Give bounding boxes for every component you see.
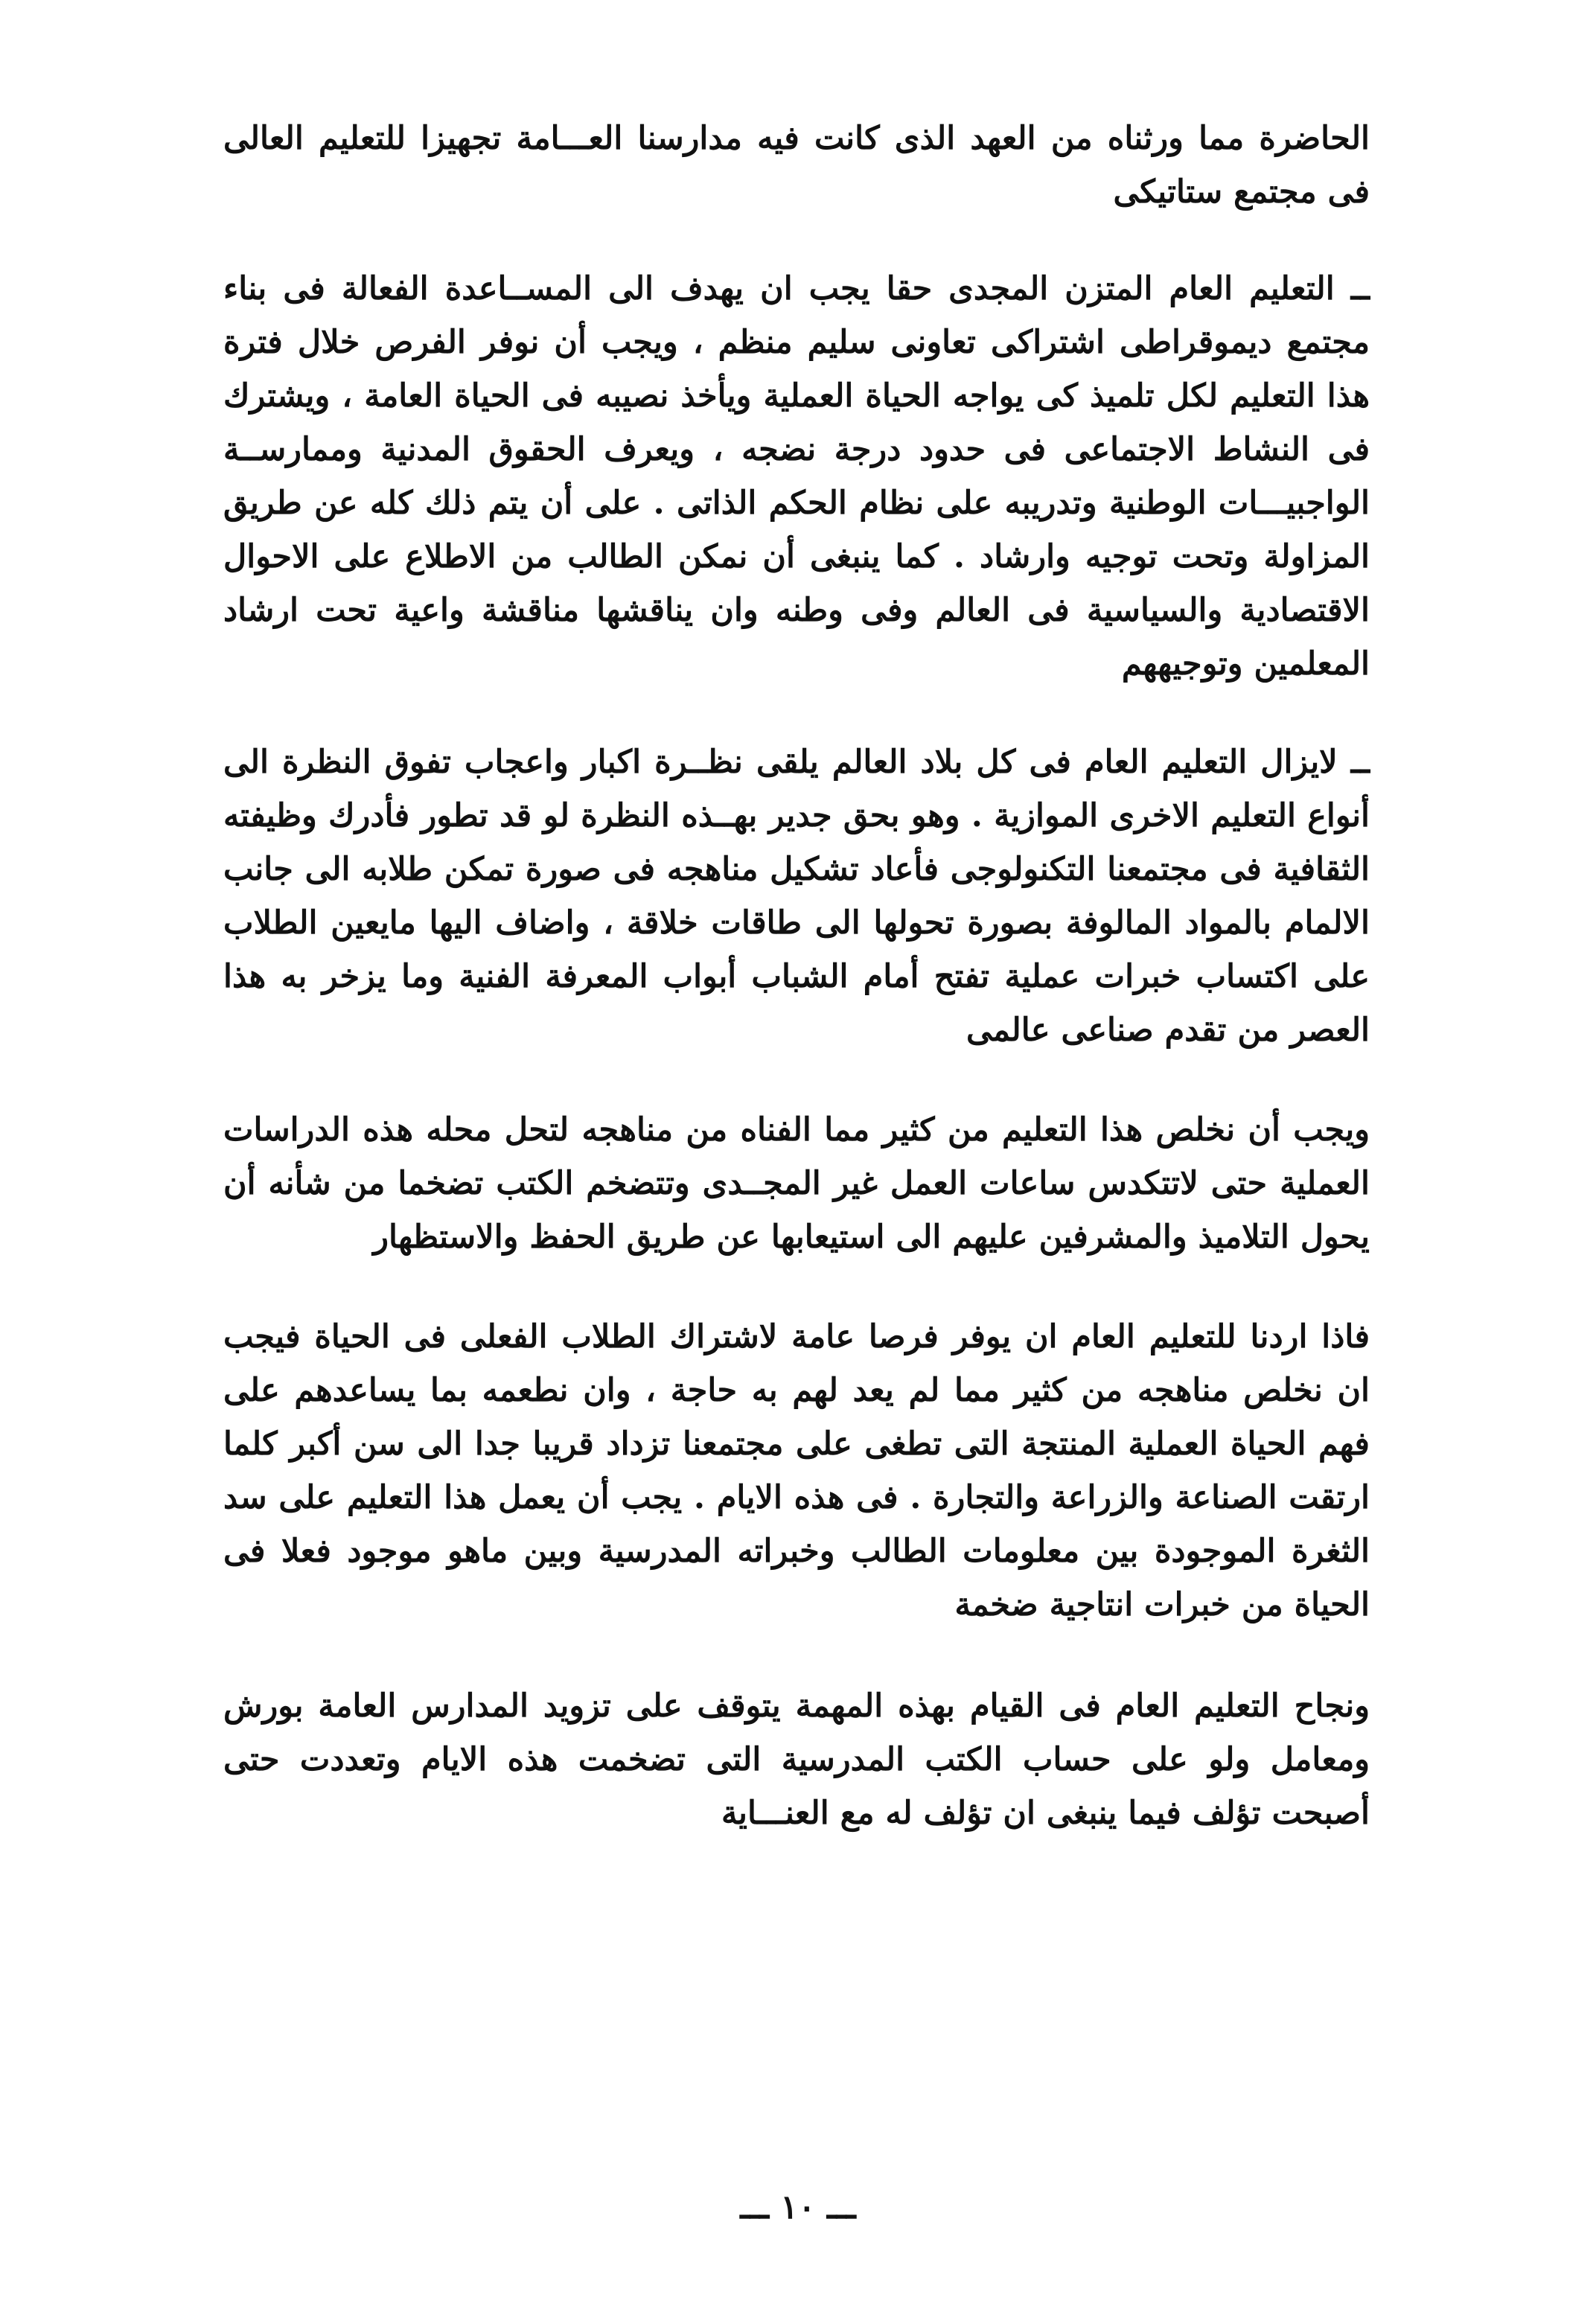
paragraph-4: ويجب أن نخلص هذا التعليم من كثير مما الفناه من مناهجه لتحل محله هذه الدراسات العملية حتى لاتتكدس ساعات العمل غير المجــدى وتتضخم الكتب تضخما من شأنه أن يحول التلاميذ والمشرفين عليهم الى استيعابها عن طريق الحفظ والاستظهار bbox=[223, 1111, 1370, 1256]
paragraph-2: ــ التعليم العام المتزن المجدى حقا يجب ان يهدف الى المســاعدة الفعالة فى بناء مجتمع ديموقراطى اشتراكى تعاونى سليم منظم ، ويجب أن نوفر الفرص خلال فترة هذا التعليم لكل تلميذ كى يواجه الحياة العملية ويأخذ نصيبه فى الحياة العامة ، ويشترك فى النشاط الاجتماعى فى حدود درجة نضجه ، ويعرف الحقوق المدنية وممارســة الواجبيـــات الوطنية وتدريبه على نظام الحكم الذاتى . على أن يتم ذلك كله عن طريق المزاولة وتحت توجيه وارشاد . كما ينبغى أن نمكن الطالب من الاطلاع على الاحوال الاقتصادية والسياسية فى العالم وفى وطنه وان يناقشها مناقشة واعية تحت ارشاد المعلمين وتوجيههم bbox=[223, 270, 1370, 683]
page-number: ـــ ١٠ ـــ bbox=[740, 2188, 856, 2226]
paragraph-1: الحاضرة مما ورثناه من العهد الذى كانت فيه مدارسنا العـــامة تجهيزا للتعليم العالى فى مجتمع ستاتيكى bbox=[223, 120, 1370, 211]
paragraph-3: ــ لايزال التعليم العام فى كل بلاد العالم يلقى نظــرة اكبار واعجاب تفوق النظرة الى أنواع التعليم الاخرى الموازية . وهو بحق جدير بهــذه النظرة لو قد تطور فأدرك وظيفته الثقافية فى مجتمعنا التكنولوجى فأعاد تشكيل مناهجه فى صورة تمكن طلابه الى جانب الالمام بالمواد المالوفة بصورة تحولها الى طاقات خلاقة ، واضاف اليها مايعين الطلاب على اكتساب خبرات عملية تفتح أمام الشباب أبواب المعرفة الفنية وما يزخر به هذا العصر من تقدم صناعى عالمى bbox=[223, 744, 1370, 1049]
paragraph-5: فاذا اردنا للتعليم العام ان يوفر فرصا عامة لاشتراك الطلاب الفعلى فى الحياة فيجب ان نخلص مناهجه من كثير مما لم يعد لهم به حاجة ، وان نطعمه بما يساعدهم على فهم الحياة العملية المنتجة التى تطغى على مجتمعنا تزداد قريبا جدا الى سن أكبر كلما ارتقت الصناعة والزراعة والتجارة . فى هذه الايام . يجب أن يعمل هذا التعليم على سد الثغرة الموجودة بين معلومات الطالب وخبراته المدرسية وبين ماهو موجود فعلا فى الحياة من خبرات انتاجية ضخمة bbox=[223, 1318, 1370, 1623]
document-page bbox=[223, 112, 1370, 1840]
paragraph-6: ونجاح التعليم العام فى القيام بهذه المهمة يتوقف على تزويد المدارس العامة بورش ومعامل ولو على حساب الكتب المدرسية التى تضخمت هذه الايام وتعددت حتى أصبحت تؤلف فيما ينبغى ان تؤلف له مع العنـــاية bbox=[223, 1687, 1370, 1832]
